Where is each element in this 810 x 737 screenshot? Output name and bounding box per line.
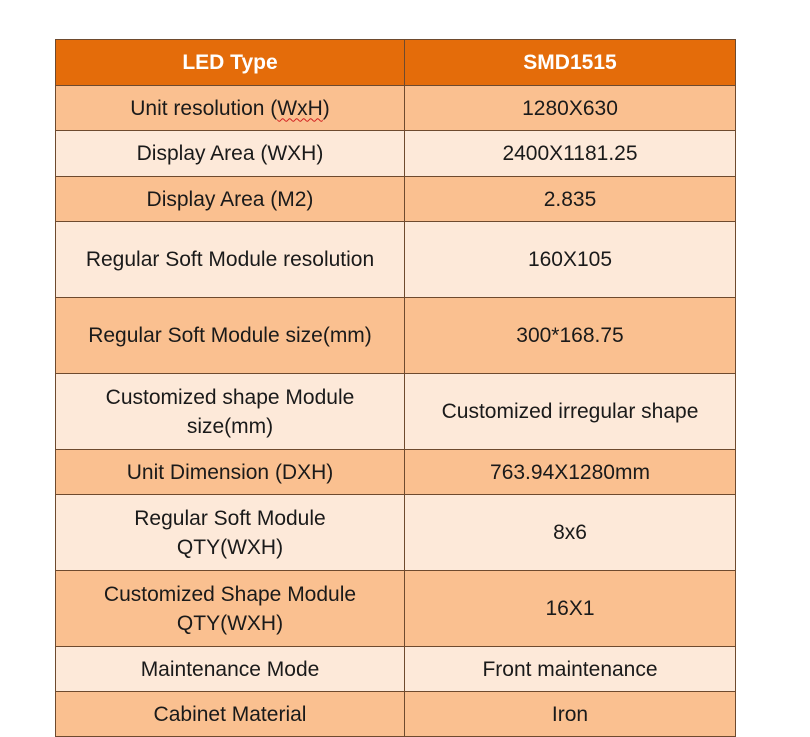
label-part: Unit resolution (	[130, 96, 278, 120]
label-line-1: Customized shape Module	[105, 385, 355, 409]
header-label-cell: LED Type	[56, 40, 405, 86]
label-line-2: QTY(WXH)	[176, 535, 284, 559]
row-label: Unit Dimension (DXH)	[56, 450, 405, 495]
row-label: Display Area (WXH)	[56, 131, 405, 177]
row-label	[56, 374, 405, 450]
row-label: Cabinet Material	[56, 692, 405, 737]
row-value: 1280X630	[405, 86, 736, 131]
label-line-1: Customized Shape Module	[103, 582, 357, 606]
row-value: 8x6	[405, 495, 736, 571]
row-label: Regular Soft Module resolution	[56, 222, 405, 298]
row-value: 160X105	[405, 222, 736, 298]
row-value: 2.835	[405, 177, 736, 222]
spellcheck-underlined-text: WxH	[277, 96, 323, 120]
table-row-cabinet-material	[56, 692, 736, 737]
row-label: Maintenance Mode	[56, 647, 405, 692]
table-row-unit-dimension	[56, 450, 736, 495]
table-row-unit-resolution	[56, 86, 736, 131]
header-value-cell: SMD1515	[405, 40, 736, 86]
row-label	[56, 86, 405, 131]
row-value: 763.94X1280mm	[405, 450, 736, 495]
table-row-module-size	[56, 298, 736, 374]
table-row-module-resolution	[56, 222, 736, 298]
table-row-customized-module-size	[56, 374, 736, 450]
label-line-1: Regular Soft Module	[134, 506, 326, 530]
row-value: 16X1	[405, 571, 736, 647]
table-row-maintenance-mode	[56, 647, 736, 692]
table-row-display-area-wxh	[56, 131, 736, 177]
row-label	[56, 495, 405, 571]
row-label: Regular Soft Module size(mm)	[56, 298, 405, 374]
led-spec-table	[55, 39, 736, 737]
row-value: Iron	[405, 692, 736, 737]
label-line-2: QTY(WXH)	[176, 611, 284, 635]
table-header-row	[56, 40, 736, 86]
label-line-2: size(mm)	[186, 414, 274, 438]
row-value: Customized irregular shape	[405, 374, 736, 450]
row-label: Display Area (M2)	[56, 177, 405, 222]
table-row-module-qty	[56, 495, 736, 571]
table-row-display-area-m2	[56, 177, 736, 222]
row-value: Front maintenance	[405, 647, 736, 692]
label-part: )	[322, 96, 330, 120]
row-label	[56, 571, 405, 647]
table-row-customized-module-qty	[56, 571, 736, 647]
row-value: 300*168.75	[405, 298, 736, 374]
row-value: 2400X1181.25	[405, 131, 736, 177]
